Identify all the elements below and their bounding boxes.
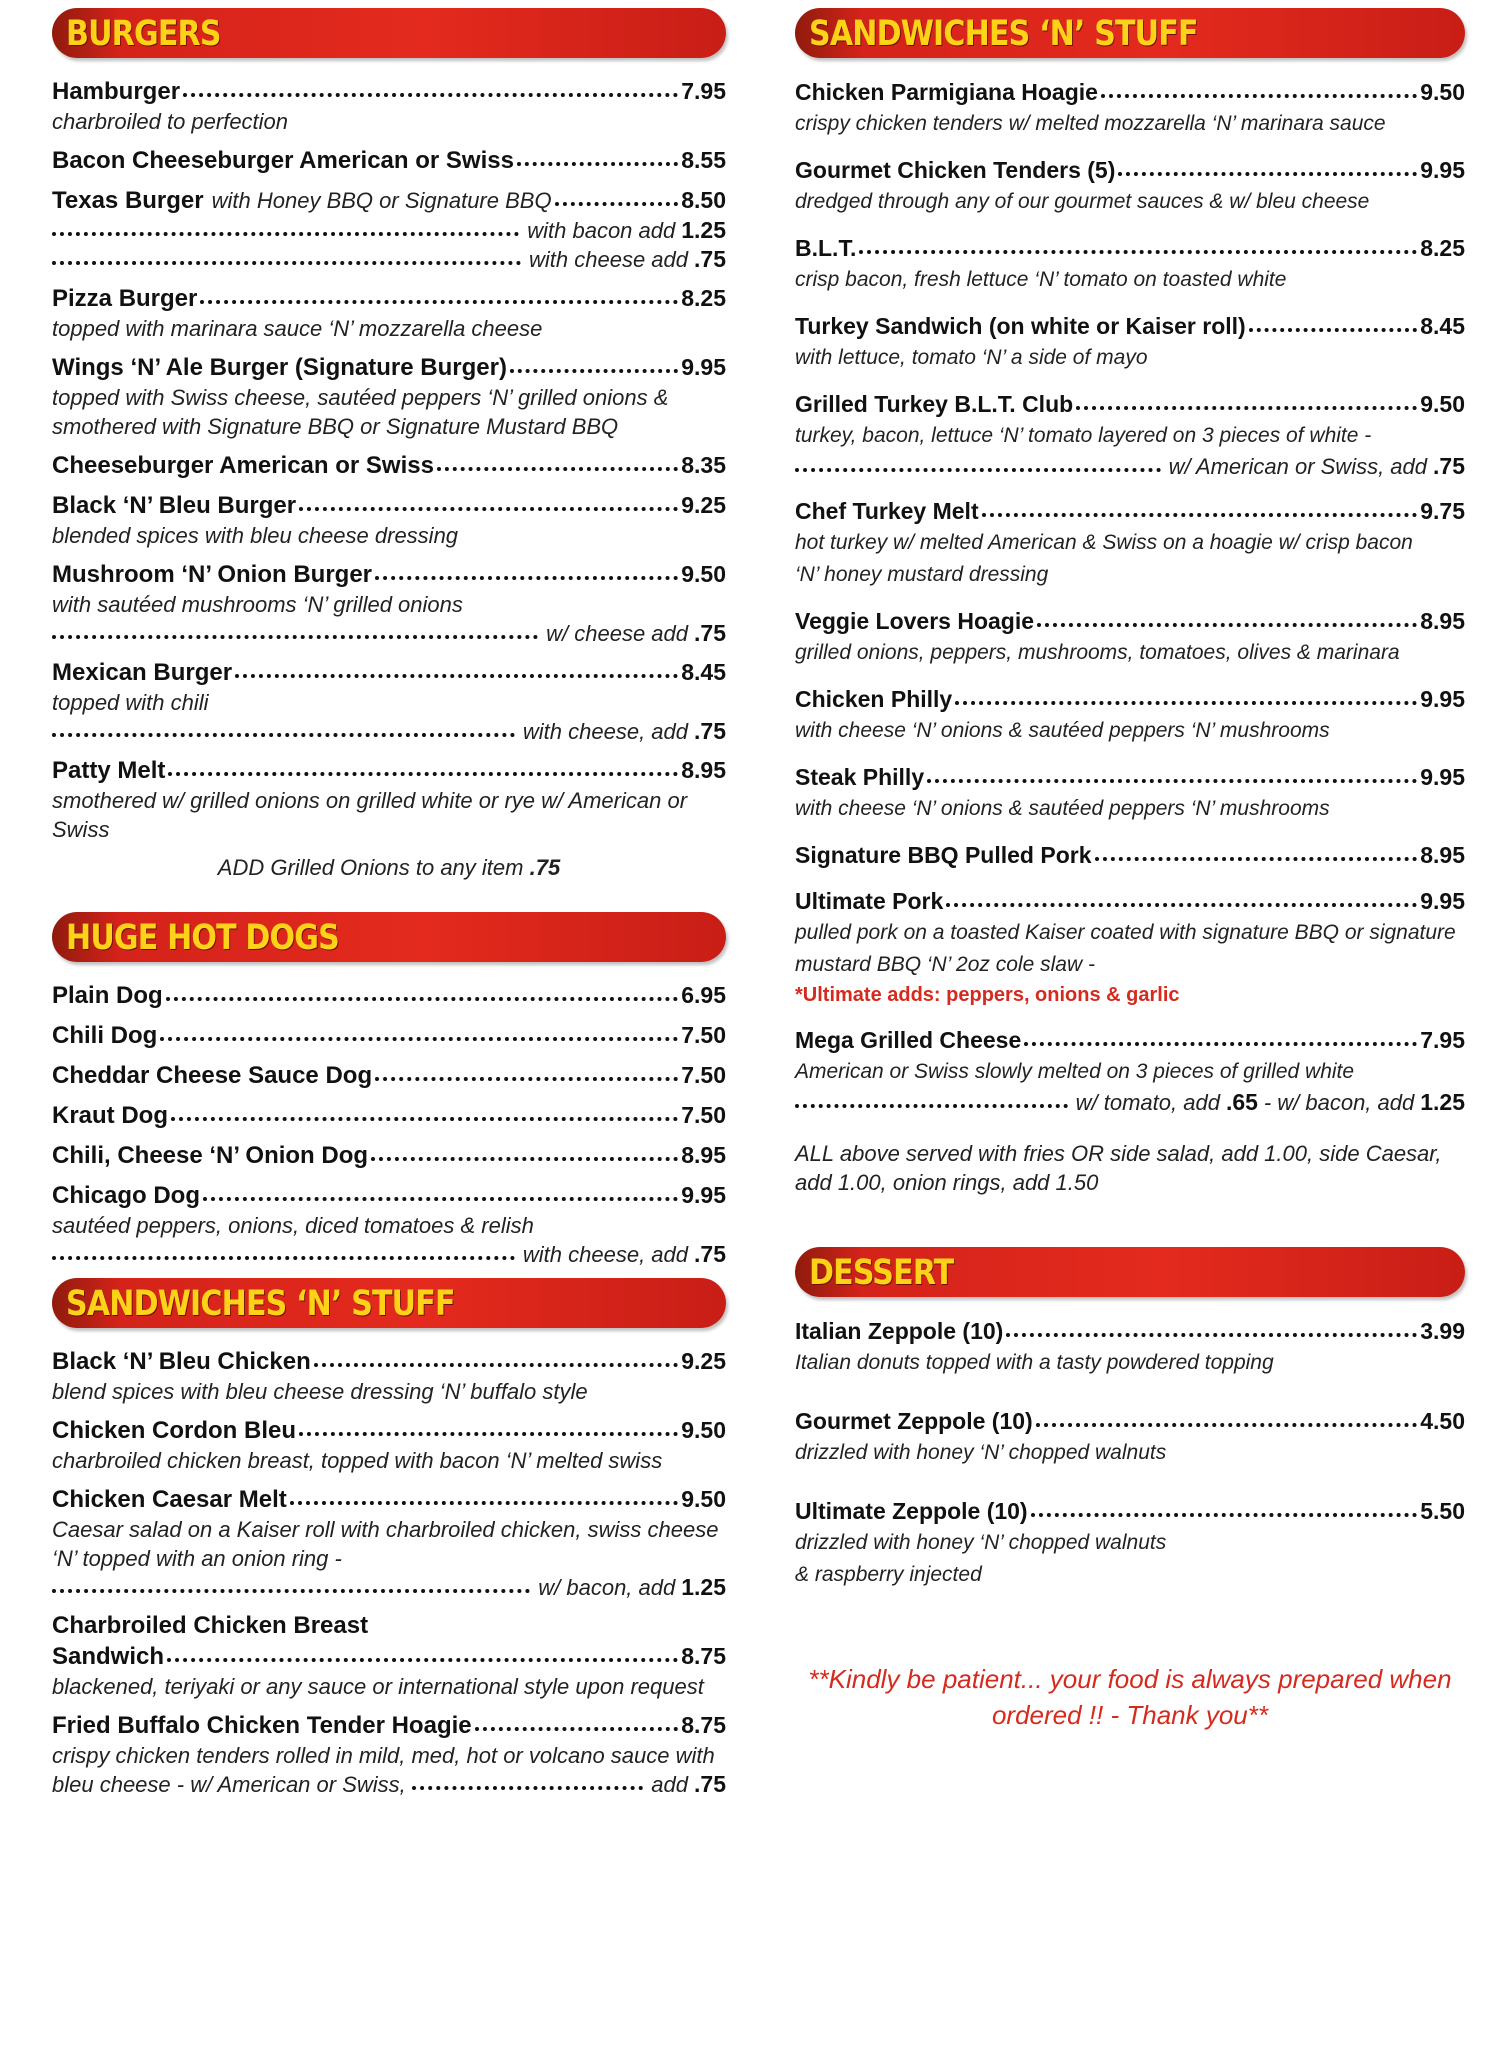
menu-item-bacon-cheeseburger — [52, 145, 726, 176]
item-desc: smothered with Signature BBQ or Signature Mustard BBQ — [52, 414, 619, 439]
dot-leader — [52, 1585, 530, 1593]
item-name: Black ‘N’ Bleu Chicken — [52, 1348, 311, 1375]
item-name: Black ‘N’ Bleu Burger — [52, 492, 297, 519]
ultimate-adds-note: *Ultimate adds: peppers, onions & garlic — [795, 984, 1180, 1006]
item-price: 8.95 — [1420, 842, 1465, 868]
menu-item-gourmet-zeppole — [795, 1405, 1465, 1469]
item-desc: topped with Swiss cheese, sautéed peppers ‘N’ grilled onions & — [52, 385, 669, 410]
dot-leader — [52, 729, 515, 737]
dot-leader — [795, 1100, 1068, 1108]
item-desc: pulled pork on a toasted Kaiser coated with signature BBQ or signature — [795, 921, 1456, 944]
menu-item-grilled-turkey-blt-club — [795, 388, 1465, 481]
dot-leader — [982, 509, 1418, 517]
item-desc: topped with chili — [52, 690, 209, 715]
dot-leader — [314, 1359, 678, 1367]
dot-leader — [555, 198, 679, 206]
dot-leader — [200, 296, 678, 304]
menu-item-chicken-parmigiana-hoagie — [795, 76, 1465, 140]
addon-separator: - — [1263, 1090, 1272, 1115]
dot-leader — [927, 775, 1417, 783]
dot-leader — [375, 572, 678, 580]
menu-item-chicken-philly — [795, 683, 1465, 747]
dot-leader — [1037, 619, 1417, 627]
section-title: SANDWICHES ‘N’ STUFF — [809, 14, 1198, 54]
item-price: 7.95 — [1420, 1027, 1465, 1053]
menu-item-pizza-burger — [52, 283, 726, 343]
addon-desc: bleu cheese - w/ American or Swiss, — [52, 1772, 406, 1797]
item-price: 9.50 — [681, 561, 726, 587]
item-name: Mexican Burger — [52, 659, 233, 686]
menu-item-chili-dog — [52, 1020, 726, 1051]
menu-item-chili-cheese-onion-dog — [52, 1140, 726, 1171]
menu-item-chef-turkey-melt — [795, 495, 1465, 591]
item-price: 9.75 — [1420, 498, 1465, 524]
hot-dogs-banner — [52, 912, 726, 962]
addon-label: with cheese, add — [522, 719, 689, 744]
item-desc: drizzled with honey ‘N’ chopped walnuts — [795, 1531, 1167, 1554]
dot-leader — [299, 1428, 678, 1436]
dot-leader — [795, 464, 1161, 472]
item-price: 8.25 — [1420, 235, 1465, 261]
item-desc: blackened, teriyaki or any sauce or international style upon request — [52, 1674, 704, 1699]
item-price: 8.95 — [681, 757, 726, 783]
dot-leader — [52, 1252, 515, 1260]
item-price: 9.50 — [1420, 79, 1465, 105]
item-desc: turkey, bacon, lettuce ‘N’ tomato layered on 3 pieces of white - — [795, 424, 1372, 447]
dot-leader — [171, 1113, 678, 1121]
dot-leader — [52, 228, 519, 236]
section-title: DESSERT — [809, 1253, 954, 1293]
item-desc: charbroiled to perfection — [52, 109, 289, 134]
item-desc: ‘N’ honey mustard dressing — [795, 563, 1049, 586]
item-desc: American or Swiss slowly melted on 3 pieces of grilled white — [795, 1060, 1355, 1083]
dot-leader — [1031, 1509, 1418, 1517]
menu-item-ultimate-pork — [795, 885, 1465, 1010]
item-desc: sautéed peppers, onions, diced tomatoes & relish — [52, 1213, 534, 1238]
dot-leader — [1024, 1038, 1417, 1046]
menu-item-turkey-sandwich — [795, 310, 1465, 374]
item-price: 7.50 — [681, 1102, 726, 1128]
item-name: Steak Philly — [795, 764, 925, 790]
item-price: 6.95 — [681, 982, 726, 1008]
menu-item-steak-philly — [795, 761, 1465, 825]
item-qualifier: with Honey BBQ or Signature BBQ — [211, 188, 552, 213]
item-price: 3.99 — [1420, 1318, 1465, 1344]
item-name: Plain Dog — [52, 982, 163, 1009]
item-desc: blended spices with bleu cheese dressing — [52, 523, 459, 548]
item-name: Kraut Dog — [52, 1102, 168, 1129]
dot-leader — [167, 1654, 678, 1662]
item-desc: & raspberry injected — [795, 1563, 982, 1586]
dot-leader — [1095, 853, 1418, 861]
right-column — [795, 8, 1465, 1733]
dot-leader — [299, 503, 678, 511]
item-name: Hamburger — [52, 78, 181, 105]
dot-leader — [52, 631, 538, 639]
item-price: 9.95 — [681, 354, 726, 380]
addon-label: with cheese add — [529, 247, 689, 272]
addon-price: 1.25 — [681, 1574, 726, 1600]
dot-leader — [160, 1033, 678, 1041]
item-price: 7.50 — [681, 1062, 726, 1088]
item-price: 7.50 — [681, 1022, 726, 1048]
item-name: Chili, Cheese ‘N’ Onion Dog — [52, 1142, 369, 1169]
item-name: Ultimate Pork — [795, 888, 944, 914]
menu-item-cheeseburger — [52, 450, 726, 481]
item-price: 5.50 — [1420, 1498, 1465, 1524]
dot-leader — [437, 463, 678, 471]
item-price: 8.35 — [681, 452, 726, 478]
item-desc: with sautéed mushrooms ‘N’ grilled onions — [52, 592, 463, 617]
dot-leader — [290, 1497, 678, 1505]
dot-leader — [166, 993, 679, 1001]
item-name: Mushroom ‘N’ Onion Burger — [52, 561, 373, 588]
addon-price: .75 — [1433, 453, 1465, 479]
item-desc: blend spices with bleu cheese dressing ‘N’ buffalo style — [52, 1379, 588, 1404]
addon-label: w/ bacon, add — [1277, 1090, 1415, 1115]
item-desc: mustard BBQ ‘N’ 2oz cole slaw - — [795, 953, 1095, 976]
item-name: Patty Melt — [52, 757, 166, 784]
section-title: HUGE HOT DOGS — [66, 918, 339, 958]
dessert-banner — [795, 1247, 1465, 1297]
menu-item-chicken-caesar-melt — [52, 1484, 726, 1602]
menu-item-veggie-lovers-hoagie — [795, 605, 1465, 669]
spacer — [795, 1197, 1465, 1247]
item-price: 8.95 — [1420, 608, 1465, 634]
item-desc: Caesar salad on a Kaiser roll with charbroiled chicken, swiss cheese — [52, 1517, 719, 1542]
item-name: Chef Turkey Melt — [795, 498, 979, 524]
item-name: Gourmet Chicken Tenders (5) — [795, 157, 1116, 183]
addon-price: .75 — [694, 1241, 726, 1267]
addon-label: add — [651, 1772, 689, 1797]
addon-price: .75 — [694, 1771, 726, 1797]
item-desc: with cheese ‘N’ onions & sautéed peppers ‘N’ mushrooms — [795, 719, 1330, 742]
thank-you-message — [795, 1661, 1465, 1733]
section-title: SANDWICHES ‘N’ STUFF — [66, 1284, 455, 1324]
menu-item-black-bleu-burger — [52, 490, 726, 550]
dot-leader — [517, 158, 678, 166]
left-column — [52, 8, 726, 1808]
item-price: 8.75 — [681, 1643, 726, 1669]
addon-price: 1.25 — [1420, 1089, 1465, 1115]
menu-item-mega-grilled-cheese — [795, 1024, 1465, 1117]
item-name: Turkey Sandwich (on white or Kaiser roll) — [795, 313, 1246, 339]
item-name: Bacon Cheeseburger American or Swiss — [52, 147, 514, 174]
item-name: Charbroiled Chicken Breast — [52, 1612, 369, 1639]
menu-item-chicago-dog — [52, 1180, 726, 1269]
dot-leader — [1249, 324, 1418, 332]
menu-item-charbroiled-chicken-breast — [52, 1611, 726, 1701]
item-name: Wings ‘N’ Ale Burger (Signature Burger) — [52, 354, 507, 381]
item-name: Cheeseburger American or Swiss — [52, 452, 434, 479]
addon-label: with bacon add — [527, 218, 676, 243]
item-price: 7.95 — [681, 78, 726, 104]
item-name: Grilled Turkey B.L.T. Club — [795, 391, 1074, 417]
menu-item-cheddar-cheese-sauce-dog — [52, 1060, 726, 1091]
item-name: Cheddar Cheese Sauce Dog — [52, 1062, 373, 1089]
item-name: Gourmet Zeppole (10) — [795, 1408, 1033, 1434]
dot-leader — [52, 257, 521, 265]
menu-item-italian-zeppole — [795, 1315, 1465, 1379]
dot-leader — [1036, 1419, 1418, 1427]
item-name: Chicken Cordon Bleu — [52, 1417, 297, 1444]
item-price: 8.25 — [681, 285, 726, 311]
item-price: 8.50 — [681, 187, 726, 213]
menu-item-black-bleu-chicken — [52, 1346, 726, 1406]
menu-item-ultimate-zeppole — [795, 1495, 1465, 1591]
dot-leader — [412, 1782, 644, 1790]
item-name: Ultimate Zeppole (10) — [795, 1498, 1028, 1524]
item-desc: crisp bacon, fresh lettuce ‘N’ tomato on toasted white — [795, 268, 1287, 291]
item-name: Mega Grilled Cheese — [795, 1027, 1022, 1053]
dot-leader — [1076, 402, 1417, 410]
item-price: 8.55 — [681, 147, 726, 173]
dot-leader — [168, 768, 678, 776]
item-price: 9.95 — [1420, 764, 1465, 790]
item-name: Chicken Philly — [795, 686, 953, 712]
dot-leader — [955, 697, 1417, 705]
menu-item-gourmet-chicken-tenders — [795, 154, 1465, 218]
item-name: Veggie Lovers Hoagie — [795, 608, 1035, 634]
item-name: Chicken Parmigiana Hoagie — [795, 79, 1098, 105]
item-name: Chicago Dog — [52, 1182, 200, 1209]
item-desc: with cheese ‘N’ onions & sautéed peppers ‘N’ mushrooms — [795, 797, 1330, 820]
item-name: Italian Zeppole (10) — [795, 1318, 1004, 1344]
item-desc: ‘N’ topped with an onion ring - — [52, 1546, 342, 1571]
menu-item-wings-ale-burger — [52, 352, 726, 441]
menu-item-texas-burger — [52, 185, 726, 274]
item-name: Chicken Caesar Melt — [52, 1486, 287, 1513]
dot-leader — [235, 670, 678, 678]
item-price: 9.95 — [1420, 888, 1465, 914]
dot-leader — [510, 365, 678, 373]
addon-price: .75 — [694, 718, 726, 744]
menu-item-plain-dog — [52, 980, 726, 1011]
item-price: 4.50 — [1420, 1408, 1465, 1434]
sandwiches-right-banner — [795, 8, 1465, 58]
dot-leader — [946, 899, 1417, 907]
item-name-cont: Sandwich — [52, 1643, 165, 1670]
item-desc: crispy chicken tenders w/ melted mozzarella ‘N’ marinara sauce — [795, 112, 1386, 135]
menu-item-kraut-dog — [52, 1100, 726, 1131]
item-desc: charbroiled chicken breast, topped with bacon ‘N’ melted swiss — [52, 1448, 663, 1473]
item-name: Signature BBQ Pulled Pork — [795, 842, 1092, 868]
item-price: 8.75 — [681, 1712, 726, 1738]
item-name: Pizza Burger — [52, 285, 198, 312]
sandwiches-left-banner — [52, 1278, 726, 1328]
item-desc: dredged through any of our gourmet sauces & w/ bleu cheese — [795, 190, 1370, 213]
dot-leader — [183, 89, 678, 97]
item-desc: grilled onions, peppers, mushrooms, tomatoes, olives & marinara — [795, 641, 1400, 664]
menu-item-fried-buffalo-chicken-hoagie — [52, 1710, 726, 1799]
item-price: 9.50 — [681, 1486, 726, 1512]
item-price: 9.25 — [681, 1348, 726, 1374]
dot-leader — [859, 246, 1417, 254]
burgers-banner — [52, 8, 726, 58]
menu-item-hamburger — [52, 76, 726, 136]
item-price: 9.95 — [681, 1182, 726, 1208]
sides-note: ALL above served with fries OR side salad, add 1.00, side Caesar, add 1.00, onion rings, add 1.50 — [795, 1141, 1442, 1195]
dot-leader — [375, 1073, 678, 1081]
grilled-onions-note — [52, 853, 726, 882]
item-desc: Italian donuts topped with a tasty powdered topping — [795, 1351, 1274, 1374]
dot-leader — [1118, 168, 1417, 176]
dot-leader — [371, 1153, 678, 1161]
item-price: 9.25 — [681, 492, 726, 518]
addon-price: .75 — [694, 246, 726, 272]
addon-price: .75 — [694, 620, 726, 646]
item-name: Fried Buffalo Chicken Tender Hoagie — [52, 1712, 472, 1739]
item-desc: drizzled with honey ‘N’ chopped walnuts — [795, 1441, 1167, 1464]
item-desc: topped with marinara sauce ‘N’ mozzarella cheese — [52, 316, 543, 341]
addon-label: w/ bacon, add — [538, 1575, 676, 1600]
item-desc: hot turkey w/ melted American & Swiss on a hoagie w/ crisp bacon — [795, 531, 1413, 554]
section-title: BURGERS — [66, 14, 221, 54]
menu-item-signature-bbq-pulled-pork — [795, 839, 1465, 871]
item-name: B.L.T. — [795, 235, 857, 261]
addon-price: 1.25 — [681, 217, 726, 243]
item-name: Texas Burger — [52, 187, 204, 214]
dot-leader — [1006, 1329, 1417, 1337]
item-desc: smothered w/ grilled onions on grilled white or rye w/ American or Swiss — [52, 788, 688, 842]
addon-label: w/ cheese add — [546, 621, 689, 646]
menu-item-blt — [795, 232, 1465, 296]
item-price: 9.95 — [1420, 157, 1465, 183]
addon-label: with cheese, add — [522, 1242, 689, 1267]
menu-item-patty-melt — [52, 755, 726, 844]
dot-leader — [475, 1723, 679, 1731]
note-price: .75 — [529, 855, 561, 880]
addon-label: w/ American or Swiss, add — [1168, 454, 1428, 479]
dot-leader — [203, 1193, 678, 1201]
note-text: ADD Grilled Onions to any item — [217, 855, 524, 880]
dot-leader — [1101, 90, 1417, 98]
item-price: 8.45 — [681, 659, 726, 685]
thank-you-line: ordered !! - Thank you** — [991, 1700, 1269, 1730]
item-desc: with lettuce, tomato ‘N’ a side of mayo — [795, 346, 1148, 369]
item-price: 9.50 — [681, 1417, 726, 1443]
item-desc: crispy chicken tenders rolled in mild, med, hot or volcano sauce with — [52, 1743, 715, 1768]
addon-label: w/ tomato, add — [1075, 1090, 1220, 1115]
item-price: 8.95 — [681, 1142, 726, 1168]
menu-item-mexican-burger — [52, 657, 726, 746]
item-name: Chili Dog — [52, 1022, 158, 1049]
addon-price: .65 — [1225, 1089, 1258, 1115]
menu-item-chicken-cordon-bleu — [52, 1415, 726, 1475]
item-price: 9.95 — [1420, 686, 1465, 712]
item-price: 9.50 — [1420, 391, 1465, 417]
menu-item-mushroom-onion-burger — [52, 559, 726, 648]
thank-you-line: **Kindly be patient... your food is always prepared when — [808, 1664, 1452, 1694]
item-price: 8.45 — [1420, 313, 1465, 339]
